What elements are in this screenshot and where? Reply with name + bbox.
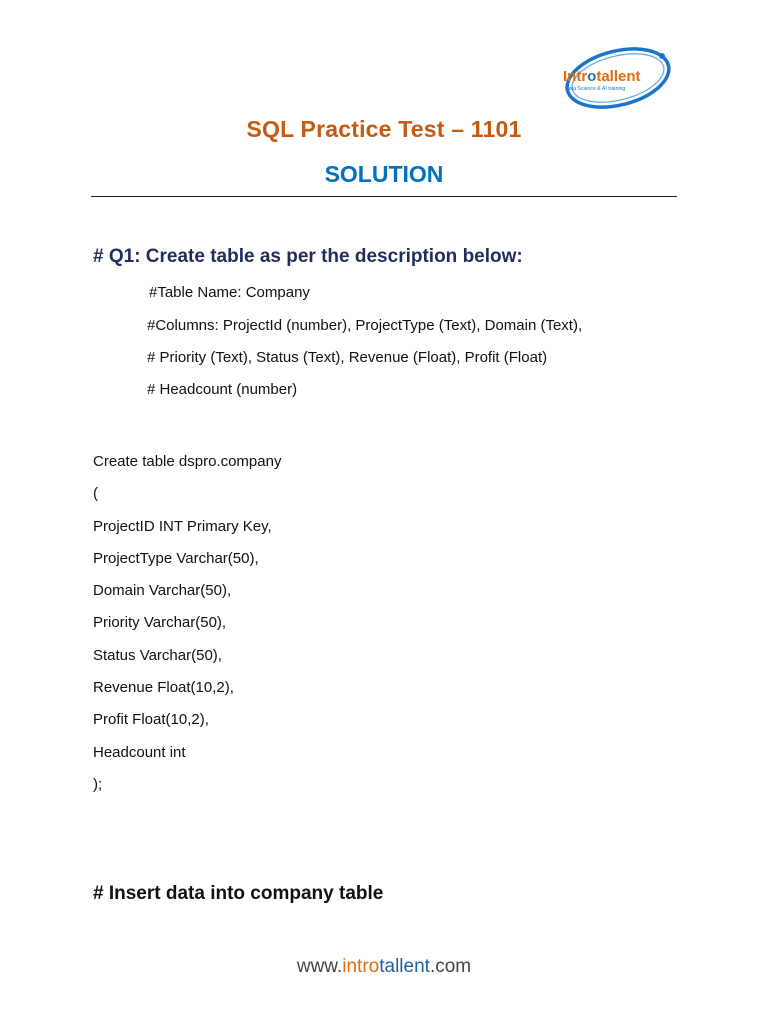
q1-heading: # Q1: Create table as per the description below: <box>93 246 523 267</box>
description-line: # Priority (Text), Status (Text), Revenue (Float), Profit (Float) <box>147 349 548 366</box>
code-line: Priority Varchar(50), <box>93 614 227 632</box>
code-line: Domain Varchar(50), <box>93 582 232 600</box>
code-line: Create table dspro.company <box>93 453 282 470</box>
code-line: Revenue Float(10,2), <box>93 679 234 697</box>
footer-tallent: tallent <box>379 956 430 977</box>
logo-graphic <box>556 44 674 114</box>
footer-website-link[interactable] <box>0 956 768 978</box>
code-line: ( <box>93 485 98 503</box>
footer-prefix: www. <box>296 956 343 977</box>
code-line: Status Varchar(50), <box>93 646 222 664</box>
description-line: #Columns: ProjectId (number), ProjectType (Text), Domain (Text), <box>147 317 583 334</box>
description-line: #Table Name: Company <box>149 284 310 301</box>
svg-text:Introtallent <box>563 68 641 85</box>
code-line: Headcount int <box>93 743 186 761</box>
sql-code-block <box>93 452 281 807</box>
logo-tagline: Data Science & AI training <box>565 86 626 92</box>
footer-suffix: .com <box>429 956 472 977</box>
introtallent-logo <box>556 44 674 114</box>
document-subtitle: SOLUTION <box>324 161 444 187</box>
code-line: ProjectID INT Primary Key, <box>93 517 272 535</box>
logo-text-intro: Intr <box>563 68 588 85</box>
footer-intro: intro <box>342 956 380 977</box>
title-divider <box>91 196 677 197</box>
description-line: # Headcount (number) <box>147 381 298 398</box>
logo-text-o: o <box>587 68 597 85</box>
insert-heading: # Insert data into company table <box>93 883 384 904</box>
logo-text-tallent: tallent <box>596 68 641 85</box>
document-title: SQL Practice Test – 1101 <box>246 116 522 142</box>
code-line: Profit Float(10,2), <box>93 711 209 729</box>
code-line: ); <box>93 775 103 793</box>
code-line: ProjectType Varchar(50), <box>93 549 259 567</box>
